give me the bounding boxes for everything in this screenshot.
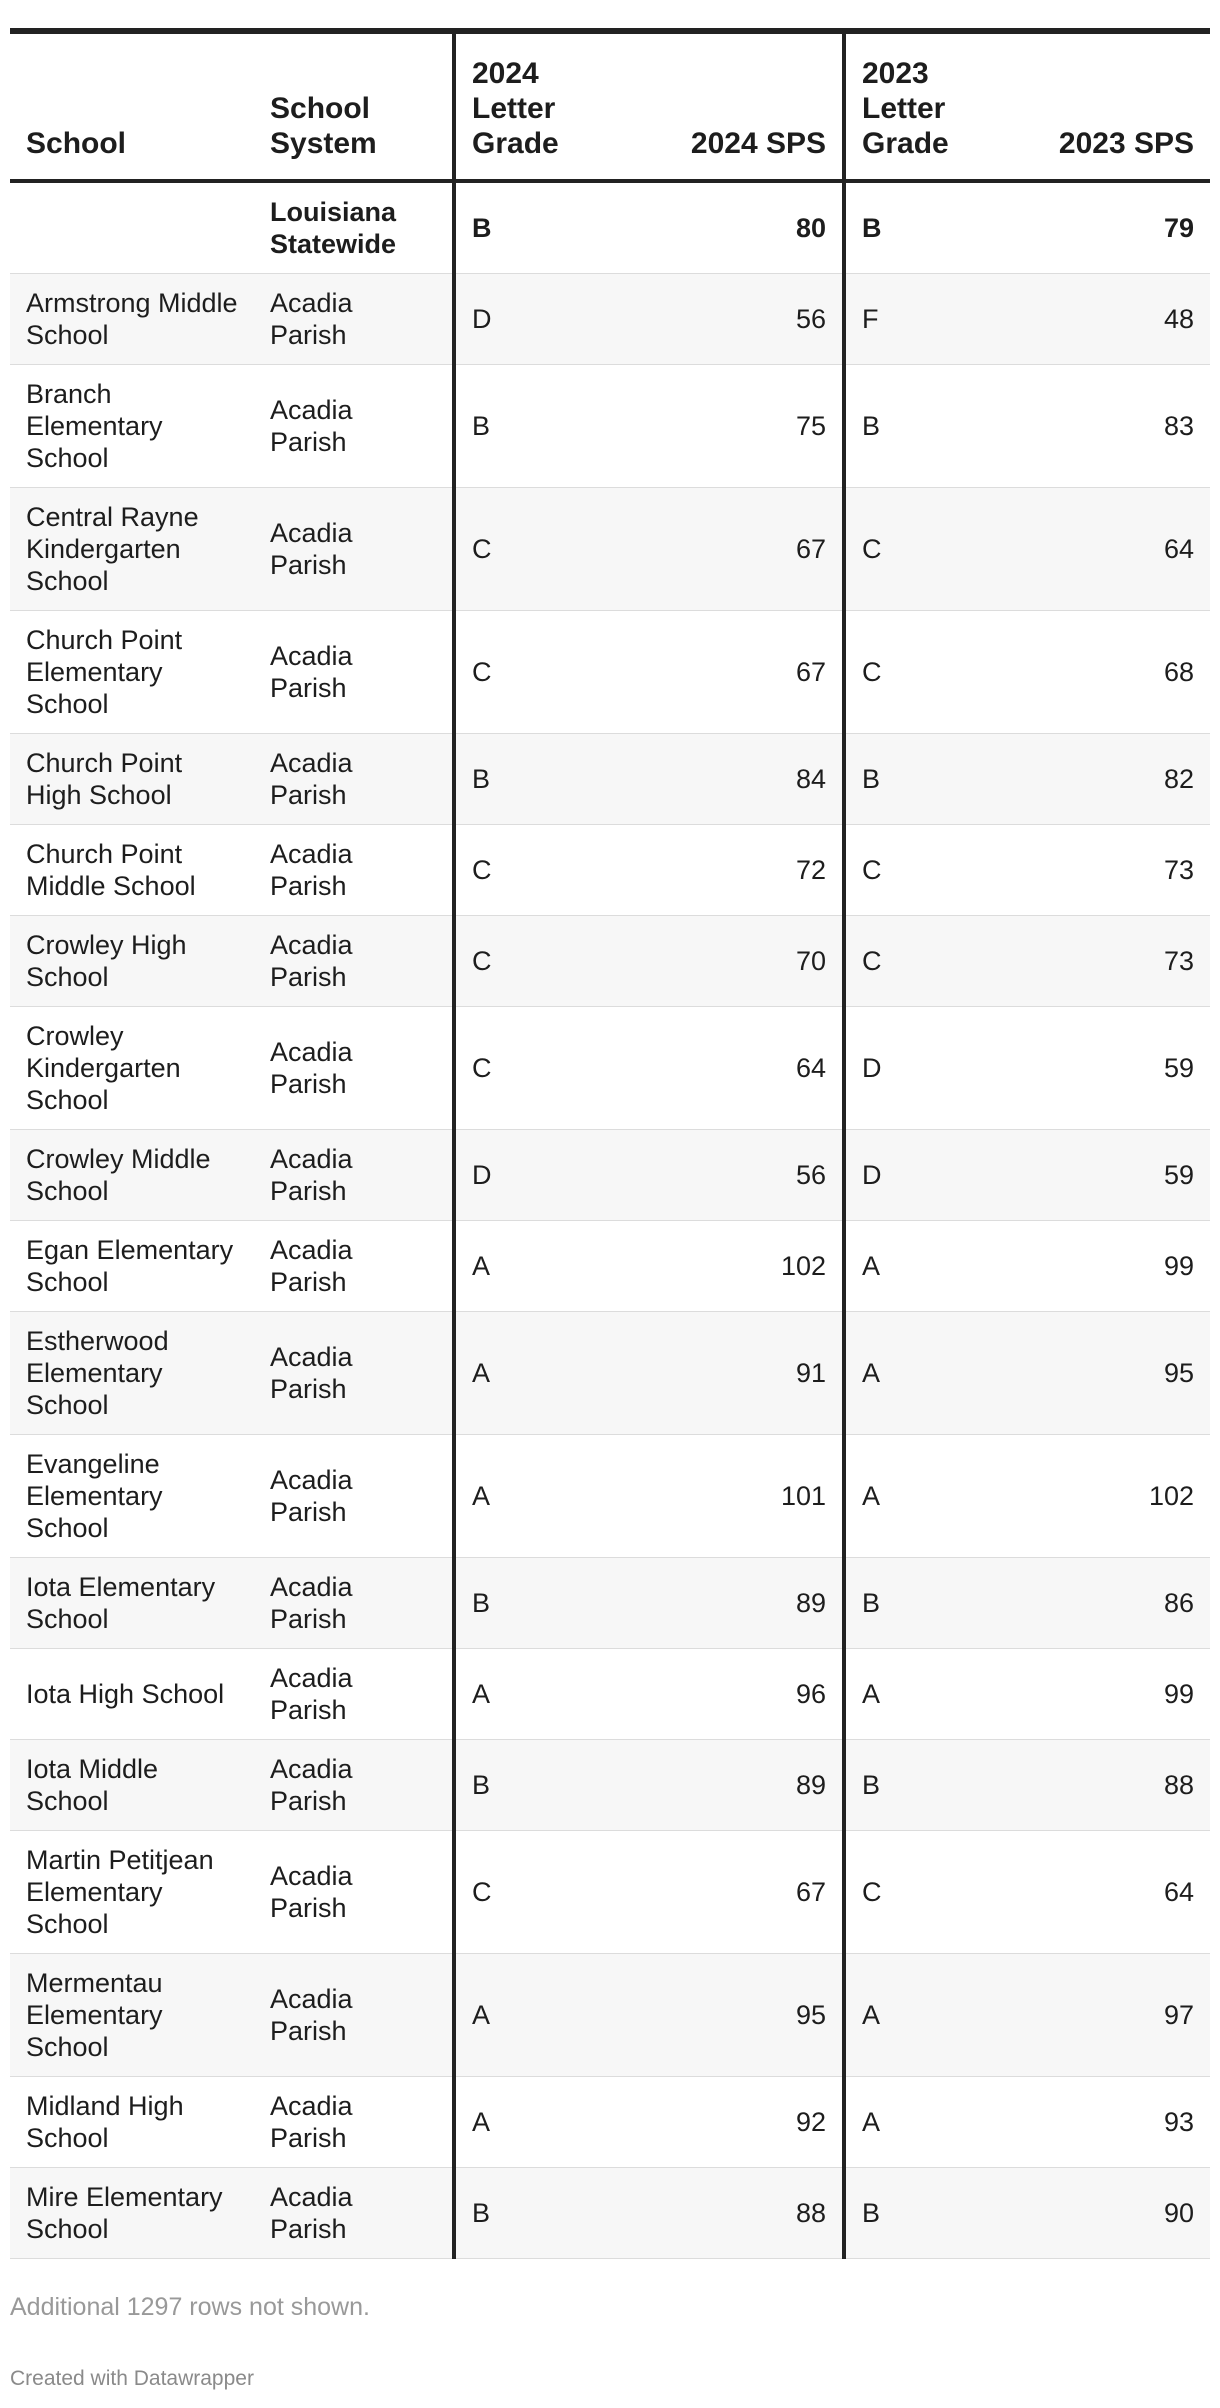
cell-2024-sps: 89: [614, 1558, 844, 1649]
cell-2023-letter-grade: C: [844, 611, 1004, 734]
cell-school: Evangeline Elementary School: [10, 1435, 254, 1558]
cell-2023-letter-grade: C: [844, 825, 1004, 916]
table-row: [10, 488, 1210, 611]
cell-2024-letter-grade: A: [454, 2077, 614, 2168]
cell-school: Martin Petitjean Elementary School: [10, 1831, 254, 1954]
cell-2024-letter-grade: C: [454, 1831, 614, 1954]
cell-2024-sps: 56: [614, 1130, 844, 1221]
cell-school-system: Acadia Parish: [254, 1435, 454, 1558]
cell-2024-sps: 91: [614, 1312, 844, 1435]
cell-2024-sps: 75: [614, 365, 844, 488]
table-row: [10, 734, 1210, 825]
cell-2024-letter-grade: A: [454, 1221, 614, 1312]
cell-2024-letter-grade: A: [454, 1435, 614, 1558]
cell-2023-sps: 93: [1004, 2077, 1210, 2168]
cell-2023-letter-grade: A: [844, 1649, 1004, 1740]
cell-2024-letter-grade: B: [454, 365, 614, 488]
cell-2024-sps: 72: [614, 825, 844, 916]
cell-school-system: Acadia Parish: [254, 1740, 454, 1831]
cell-2023-sps: 82: [1004, 734, 1210, 825]
cell-2023-letter-grade: B: [844, 181, 1004, 274]
cell-school-system: Acadia Parish: [254, 916, 454, 1007]
cell-2023-sps: 64: [1004, 488, 1210, 611]
cell-school-system: Acadia Parish: [254, 1221, 454, 1312]
cell-school-system: Acadia Parish: [254, 488, 454, 611]
col-header-school-system: School System: [254, 31, 454, 181]
table-row: [10, 611, 1210, 734]
cell-school: Mermentau Elementary School: [10, 1954, 254, 2077]
cell-school: [10, 181, 254, 274]
header-row: [10, 31, 1210, 181]
cell-2023-letter-grade: A: [844, 1221, 1004, 1312]
table-row: [10, 1740, 1210, 1831]
table-row: [10, 1649, 1210, 1740]
cell-school: Estherwood Elementary School: [10, 1312, 254, 1435]
cell-2024-sps: 88: [614, 2168, 844, 2259]
col-header-2023-letter-grade: 2023 Letter Grade: [844, 31, 1004, 181]
table-row: [10, 1312, 1210, 1435]
table-body: [10, 181, 1210, 2259]
cell-school: Iota Middle School: [10, 1740, 254, 1831]
cell-2023-letter-grade: A: [844, 1954, 1004, 2077]
table-row: [10, 825, 1210, 916]
cell-school-system: Acadia Parish: [254, 611, 454, 734]
cell-school-system: Acadia Parish: [254, 734, 454, 825]
cell-school-system: Acadia Parish: [254, 1007, 454, 1130]
table-row: [10, 1130, 1210, 1221]
cell-2024-sps: 67: [614, 1831, 844, 1954]
table-row: [10, 1558, 1210, 1649]
cell-2023-sps: 59: [1004, 1007, 1210, 1130]
table-row: [10, 1435, 1210, 1558]
cell-2024-sps: 102: [614, 1221, 844, 1312]
cell-2024-letter-grade: B: [454, 1558, 614, 1649]
cell-2024-sps: 70: [614, 916, 844, 1007]
cell-2024-letter-grade: B: [454, 1740, 614, 1831]
table-row: [10, 2077, 1210, 2168]
cell-2023-letter-grade: B: [844, 365, 1004, 488]
cell-school-system: Acadia Parish: [254, 365, 454, 488]
cell-2024-letter-grade: C: [454, 1007, 614, 1130]
cell-2024-letter-grade: A: [454, 1954, 614, 2077]
cell-school: Church Point High School: [10, 734, 254, 825]
cell-school: Church Point Middle School: [10, 825, 254, 916]
cell-2024-letter-grade: B: [454, 181, 614, 274]
table-container: [10, 28, 1210, 2259]
cell-2024-sps: 95: [614, 1954, 844, 2077]
cell-school: Egan Elementary School: [10, 1221, 254, 1312]
col-header-2024-letter-grade: 2024 Letter Grade: [454, 31, 614, 181]
cell-2023-sps: 83: [1004, 365, 1210, 488]
cell-2024-letter-grade: C: [454, 611, 614, 734]
table-row: [10, 365, 1210, 488]
cell-2023-letter-grade: D: [844, 1130, 1004, 1221]
cell-2023-letter-grade: C: [844, 1831, 1004, 1954]
cell-2024-sps: 96: [614, 1649, 844, 1740]
cell-2023-sps: 79: [1004, 181, 1210, 274]
col-header-school: School: [10, 31, 254, 181]
cell-2023-sps: 64: [1004, 1831, 1210, 1954]
cell-school-system: Acadia Parish: [254, 2168, 454, 2259]
cell-2024-letter-grade: A: [454, 1649, 614, 1740]
cell-2023-sps: 86: [1004, 1558, 1210, 1649]
cell-2024-sps: 84: [614, 734, 844, 825]
table-row: [10, 1007, 1210, 1130]
cell-2023-letter-grade: A: [844, 1312, 1004, 1435]
cell-2024-sps: 101: [614, 1435, 844, 1558]
cell-2023-letter-grade: A: [844, 2077, 1004, 2168]
cell-2024-letter-grade: D: [454, 1130, 614, 1221]
cell-2023-sps: 59: [1004, 1130, 1210, 1221]
cell-2023-letter-grade: B: [844, 1558, 1004, 1649]
cell-school-system: Acadia Parish: [254, 825, 454, 916]
cell-2023-sps: 48: [1004, 274, 1210, 365]
cell-school: Church Point Elementary School: [10, 611, 254, 734]
table-row: [10, 2168, 1210, 2259]
cell-2024-sps: 64: [614, 1007, 844, 1130]
cell-school: Crowley Middle School: [10, 1130, 254, 1221]
cell-school: Crowley High School: [10, 916, 254, 1007]
cell-school-system: Acadia Parish: [254, 2077, 454, 2168]
cell-school-system: Acadia Parish: [254, 1649, 454, 1740]
cell-school: Iota Elementary School: [10, 1558, 254, 1649]
cell-school-system: Acadia Parish: [254, 1558, 454, 1649]
cell-school: Midland High School: [10, 2077, 254, 2168]
table-notes: Additional 1297 rows not shown.: [10, 2293, 370, 2321]
cell-2023-letter-grade: B: [844, 2168, 1004, 2259]
cell-2024-letter-grade: C: [454, 488, 614, 611]
cell-2024-sps: 89: [614, 1740, 844, 1831]
cell-school: Iota High School: [10, 1649, 254, 1740]
cell-2024-letter-grade: A: [454, 1312, 614, 1435]
cell-2023-sps: 90: [1004, 2168, 1210, 2259]
cell-2024-sps: 56: [614, 274, 844, 365]
cell-2023-letter-grade: C: [844, 488, 1004, 611]
table-row: [10, 181, 1210, 274]
cell-school-system: Acadia Parish: [254, 1312, 454, 1435]
cell-2023-sps: 102: [1004, 1435, 1210, 1558]
cell-2024-sps: 67: [614, 488, 844, 611]
cell-2023-letter-grade: B: [844, 734, 1004, 825]
cell-school-system: Acadia Parish: [254, 1954, 454, 2077]
table-row: [10, 916, 1210, 1007]
col-header-2023-sps: 2023 SPS: [1004, 31, 1210, 181]
cell-school: Crowley Kindergarten School: [10, 1007, 254, 1130]
cell-school-system: Acadia Parish: [254, 1130, 454, 1221]
table-row: [10, 1221, 1210, 1312]
datawrapper-credit: Created with Datawrapper: [10, 2367, 254, 2390]
cell-2024-letter-grade: C: [454, 916, 614, 1007]
cell-2023-letter-grade: B: [844, 1740, 1004, 1831]
cell-2024-letter-grade: D: [454, 274, 614, 365]
cell-2024-sps: 67: [614, 611, 844, 734]
cell-school: Mire Elementary School: [10, 2168, 254, 2259]
table-row: [10, 1954, 1210, 2077]
schools-table: [10, 28, 1210, 2259]
cell-2024-letter-grade: B: [454, 2168, 614, 2259]
cell-school-system: Louisiana Statewide: [254, 181, 454, 274]
cell-2023-sps: 73: [1004, 916, 1210, 1007]
cell-2023-sps: 88: [1004, 1740, 1210, 1831]
cell-2024-letter-grade: C: [454, 825, 614, 916]
cell-school-system: Acadia Parish: [254, 274, 454, 365]
cell-2023-sps: 99: [1004, 1649, 1210, 1740]
cell-2023-sps: 99: [1004, 1221, 1210, 1312]
cell-2024-sps: 80: [614, 181, 844, 274]
table-row: [10, 274, 1210, 365]
cell-2024-letter-grade: B: [454, 734, 614, 825]
cell-2023-sps: 68: [1004, 611, 1210, 734]
cell-2023-letter-grade: D: [844, 1007, 1004, 1130]
table-row: [10, 1831, 1210, 1954]
cell-2023-sps: 95: [1004, 1312, 1210, 1435]
cell-2023-sps: 97: [1004, 1954, 1210, 2077]
cell-2023-letter-grade: C: [844, 916, 1004, 1007]
col-header-2024-sps: 2024 SPS: [614, 31, 844, 181]
cell-2023-sps: 73: [1004, 825, 1210, 916]
cell-2023-letter-grade: A: [844, 1435, 1004, 1558]
cell-school-system: Acadia Parish: [254, 1831, 454, 1954]
cell-2024-sps: 92: [614, 2077, 844, 2168]
cell-2023-letter-grade: F: [844, 274, 1004, 365]
cell-school: Armstrong Middle School: [10, 274, 254, 365]
cell-school: Central Rayne Kindergarten School: [10, 488, 254, 611]
cell-school: Branch Elementary School: [10, 365, 254, 488]
